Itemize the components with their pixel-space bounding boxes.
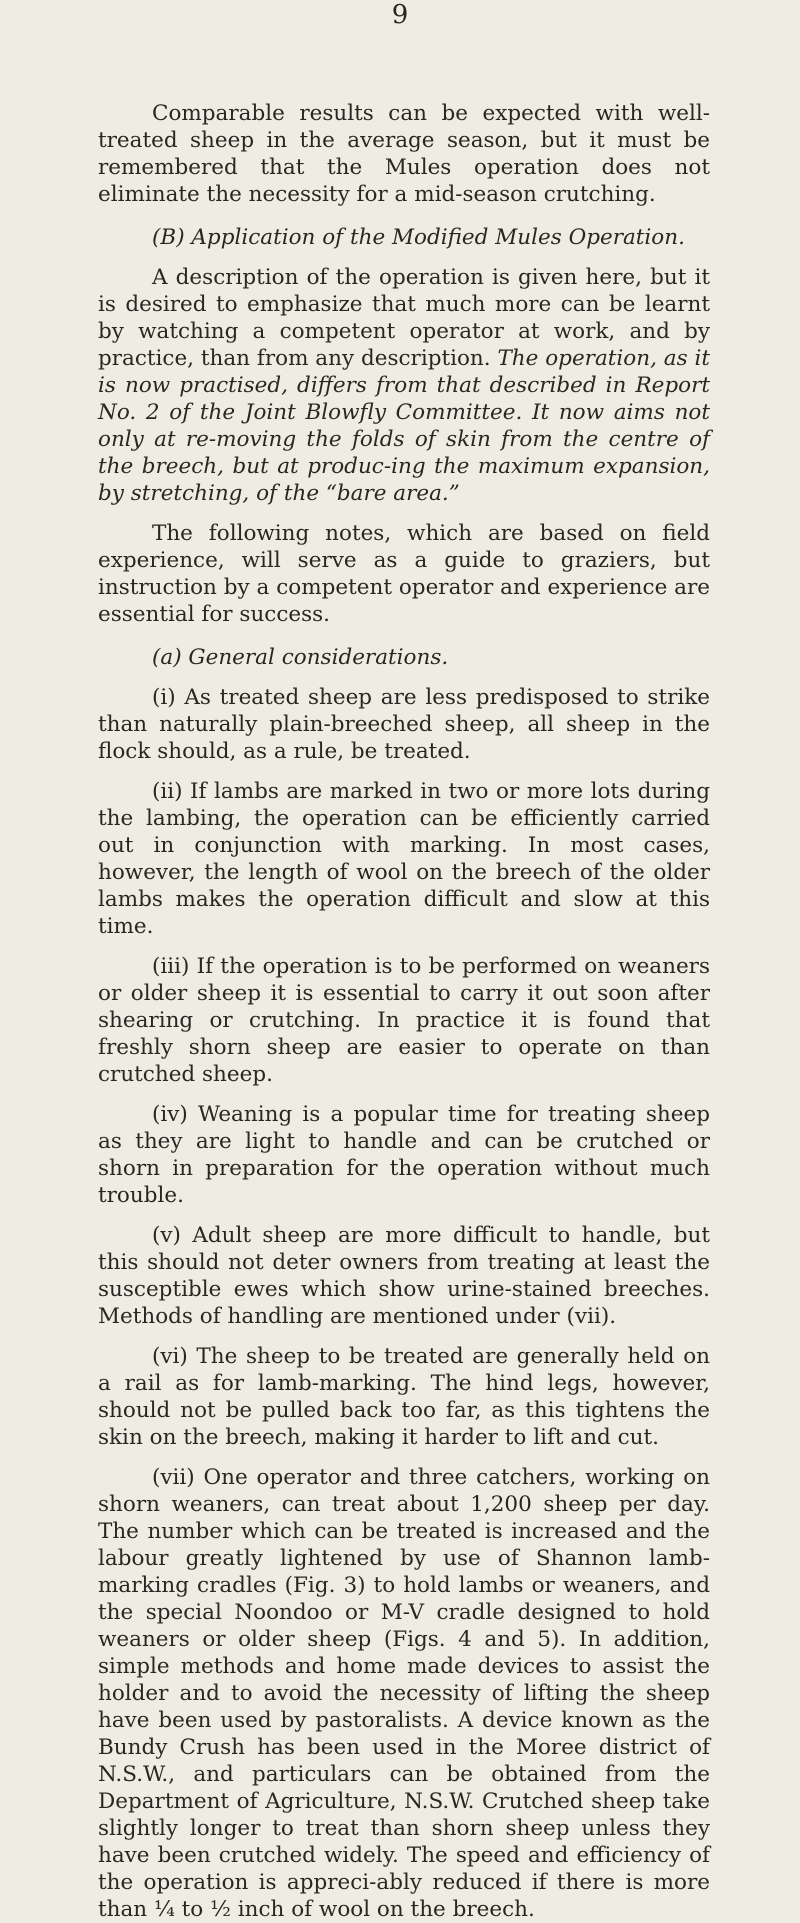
notes-intro-paragraph: The following notes, which are based on field experience, will serve as a guide to graziers, but instruction by a competent operator and experience are essential for success. [98,521,710,627]
point-v: (v) Adult sheep are more difficult to handle, but this should not deter owners from treating at least the susceptible ewes which show urine-stained breeches. Methods of handling are mentioned under (vii). [98,1223,710,1329]
point-iii: (iii) If the operation is to be performed on weaners or older sheep it is essential to carry it out soon after shearing or crutching. In practice it is found that freshly shorn sheep are easier to operate on than crutched sheep. [98,954,710,1087]
subheading: (a) General considerations. [152,645,449,670]
page-body [98,100,710,1923]
point-i: (i) As treated sheep are less predisposed to strike than naturally plain-breeched sheep, all sheep in the flock should, as a rule, be treated. [98,685,710,764]
page-number: 9 [391,0,409,30]
intro-paragraph: Comparable results can be expected with well-treated sheep in the average season, but it must be remembered that the Mules operation does not eliminate the necessity for a mid-season crutching. [98,101,710,207]
description-italic: The operation, as it is now practised, differs from that described in Report No. 2 of the Joint Blowfly Committee. It now aims not only at re-moving the folds of skin from the centre of the breech, but at produc-ing the maximum expansion, by stretching, of the “bare area.” [98,346,710,506]
point-vii: (vii) One operator and three catchers, working on shorn weaners, can treat about 1,200 sheep per day. The number which can be treated is increased and the labour greatly lightened by use of Shannon lamb-marking cradles (Fig. 3) to hold lambs or weaners, and the special Noondoo or M-V cradle designed to hold weaners or older sheep (Figs. 4 and 5). In addition, simple methods and home made devices to assist the holder and to avoid the necessity of lifting the sheep have been used by pastoralists. A device known as the Bundy Crush has been used in the Moree district of N.S.W., and particulars can be obtained from the Department of Agriculture, N.S.W. Crutched sheep take slightly longer to treat than shorn sheep unless they have been crutched widely. The speed and efficiency of the operation is appreci-ably reduced if there is more than ¼ to ½ inch of wool on the breech. [98,1465,710,1922]
point-vi: (vi) The sheep to be treated are generally held on a rail as for lamb-marking. The hind legs, however, should not be pulled back too far, as this tightens the skin on the breech, making it harder to lift and cut. [98,1344,710,1450]
point-iv: (iv) Weaning is a popular time for treating sheep as they are light to handle and can be crutched or shorn in preparation for the operation without much trouble. [98,1102,710,1208]
section-heading: (B) Application of the Modified Mules Operation. [152,225,685,250]
description-paragraph [98,264,710,507]
description-plain: A description of the operation is given here, but it is desired to emphasize that much more can be learnt by watching a competent operator at work, and by practice, than from any description. [98,265,710,371]
point-ii: (ii) If lambs are marked in two or more lots during the lambing, the operation can be efficiently carried out in conjunction with marking. In most cases, however, the length of wool on the breech of the older lambs makes the operation difficult and slow at this time. [98,779,710,939]
